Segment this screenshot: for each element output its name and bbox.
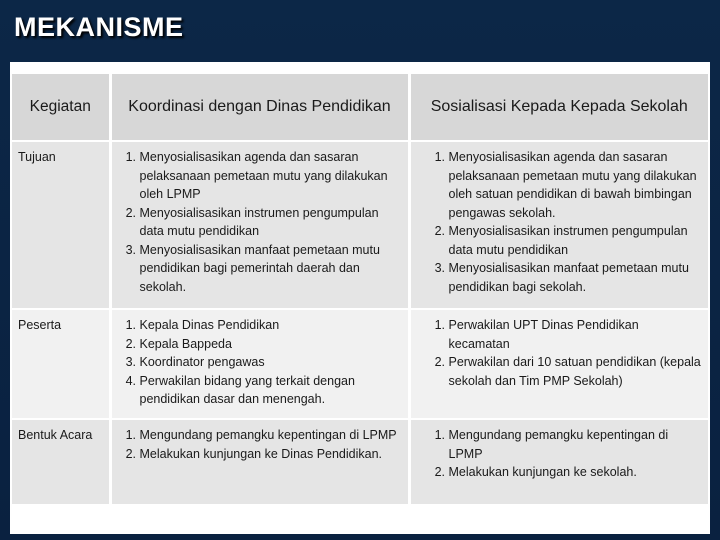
list <box>417 316 703 390</box>
table-row <box>12 141 708 309</box>
list-item: 1. Perwakilan UPT Dinas Pendidikan kecamatan <box>449 316 703 353</box>
list-item: 2. Menyosialisasikan instrumen pengumpulan data mutu pendidikan <box>140 204 402 241</box>
header-koordinasi: Koordinasi dengan Dinas Pendidikan <box>110 74 409 141</box>
table-row <box>12 309 708 419</box>
list-item: 2. Melakukan kunjungan ke sekolah. <box>449 463 703 482</box>
cell-koordinasi <box>110 309 409 419</box>
table-header-row <box>12 74 708 141</box>
cell-koordinasi <box>110 141 409 309</box>
list-item: 2. Menyosialisasikan instrumen pengumpulan data mutu pendidikan <box>449 222 703 259</box>
mechanism-table <box>12 74 708 504</box>
cell-sosialisasi <box>409 419 708 504</box>
list <box>118 426 402 463</box>
header-sosialisasi: Sosialisasi Kepada Kepada Sekolah <box>409 74 708 141</box>
list-item: 1. Mengundang pemangku kepentingan di LPMP <box>449 426 703 463</box>
table-row <box>12 419 708 504</box>
cell-koordinasi <box>110 419 409 504</box>
list-item: 1. Kepala Dinas Pendidikan <box>140 316 402 335</box>
row-label: Bentuk Acara <box>12 419 110 504</box>
row-label: Peserta <box>12 309 110 419</box>
page-title: MEKANISME <box>14 12 184 42</box>
list-item: 3. Koordinator pengawas <box>140 353 402 372</box>
list-item: 4. Perwakilan bidang yang terkait dengan pendidikan dasar dan menengah. <box>140 372 402 409</box>
list-item: 1. Menyosialisasikan agenda dan sasaran pelaksanaan pemetaan mutu yang dilakukan oleh satuan pendidikan di bawah bimbingan pengawas sekolah. <box>449 148 703 222</box>
list-item: 2. Melakukan kunjungan ke Dinas Pendidikan. <box>140 445 402 464</box>
list <box>417 426 703 482</box>
list-item: 2. Perwakilan dari 10 satuan pendidikan (kepala sekolah dan Tim PMP Sekolah) <box>449 353 703 390</box>
cell-sosialisasi <box>409 309 708 419</box>
row-label: Tujuan <box>12 141 110 309</box>
list-item: 2. Kepala Bappeda <box>140 335 402 354</box>
list <box>118 148 402 296</box>
list-item: 1. Mengundang pemangku kepentingan di LPMP <box>140 426 402 445</box>
list-item: 3. Menyosialisasikan manfaat pemetaan mutu pendidikan bagi sekolah. <box>449 259 703 296</box>
header-kegiatan: Kegiatan <box>12 74 110 141</box>
list <box>118 316 402 409</box>
cell-sosialisasi <box>409 141 708 309</box>
list-item: 3. Menyosialisasikan manfaat pemetaan mutu pendidikan bagi pemerintah daerah dan sekolah. <box>140 241 402 297</box>
list <box>417 148 703 296</box>
list-item: 1. Menyosialisasikan agenda dan sasaran pelaksanaan pemetaan mutu yang dilakukan oleh LPMP <box>140 148 402 204</box>
